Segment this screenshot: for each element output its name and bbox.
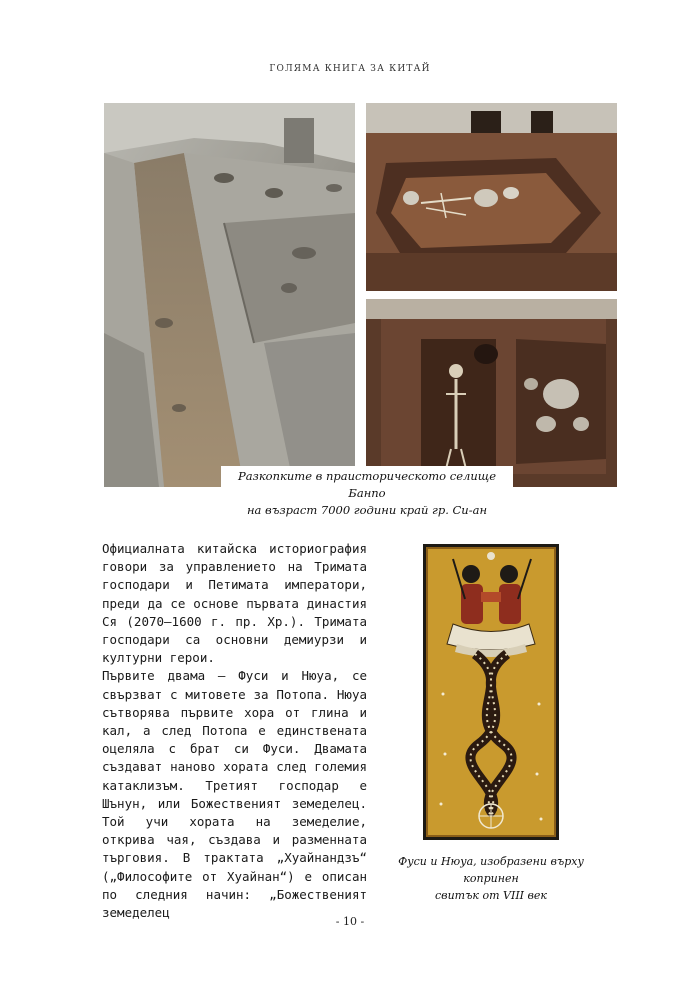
fuxi-nuwa-silk-scroll-image — [423, 544, 559, 840]
scroll-caption-line-2: свитък от VIII век — [435, 889, 547, 902]
excavation-caption-line-2: на възраст 7000 години край гр. Си-ан — [246, 503, 488, 517]
page-number: - 10 - — [335, 915, 365, 928]
excavation-caption-line-1: Разкопките в праисторическото селище Банпо — [237, 469, 497, 500]
running-header: ГОЛЯМА КНИГА ЗА КИТАЙ — [269, 64, 431, 74]
paragraph: Първите двама – Фуси и Нюуа, се свързват с митовете за Потопа. Нюуа сътворява първите хора от глина и кал, а след Потопа е единствената оцеляла с брат си Фуси. Двамата създават наново хората след големия катаклизъм. Третият господар е Шънун, или Божественият земеделец. Той учи хората на земеделие, открива чая, създава и разменната търговия. В трактата „Хуайнандзъ“ („Философите от Хуайнан“) е описан по следния начин: „Божественият земеделец — [102, 668, 367, 921]
body-text — [102, 540, 367, 922]
skeleton-niche-photo — [366, 299, 617, 487]
excavation-caption — [221, 466, 513, 521]
scroll-caption-line-1: Фуси и Нюуа, изобразени върху копринен — [398, 855, 584, 885]
burial-pit-photo — [366, 103, 617, 291]
excavation-trench-photo — [104, 103, 355, 487]
scroll-caption — [378, 853, 604, 904]
paragraph: Официалната китайска историография говори за управлението на Тримата господари и Петимата императори, преди да се основе първата династия Ся (2070–1600 г. пр. Хр.). Тримата господари са основни демиурзи и културни герои. — [102, 541, 367, 666]
